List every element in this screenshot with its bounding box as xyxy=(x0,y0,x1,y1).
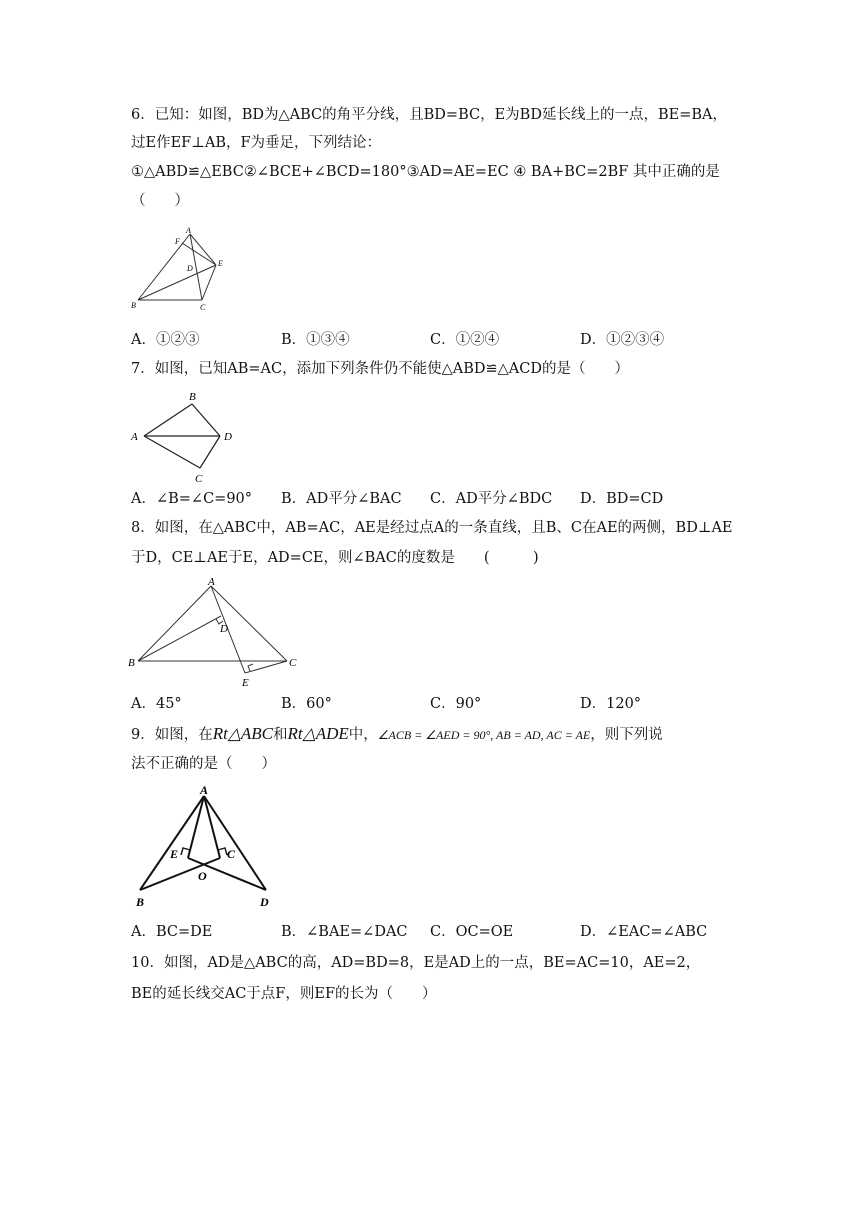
q9-label-B: B xyxy=(136,895,145,909)
q7-label-D: D xyxy=(224,431,232,443)
q9-text-intro: 9．如图，在 xyxy=(131,727,213,743)
q8-label-E: E xyxy=(242,677,249,688)
q8-option-a[interactable]: A．45° xyxy=(131,696,182,712)
q9-option-c[interactable]: C．OC=OE xyxy=(430,924,514,940)
q8-label-B: B xyxy=(128,657,135,669)
q9-option-a[interactable]: A．BC=DE xyxy=(131,924,213,940)
q6-option-d[interactable]: D．①②③④ xyxy=(580,332,665,348)
q8-label-A: A xyxy=(208,576,215,588)
q8-option-c[interactable]: C．90° xyxy=(430,696,482,712)
q6-label-A: A xyxy=(186,226,191,235)
q7-text-line1: 7．如图，已知AB=AC，添加下列条件仍不能使△ABD≌△ACD的是（ ） xyxy=(131,361,629,377)
q6-text-line4: （ ） xyxy=(131,193,189,209)
q9-text-tail: ，则下列说 xyxy=(590,727,663,743)
q9-text-line2: 法不正确的是（ ） xyxy=(131,756,276,772)
q8-text-line2: 于D，CE⊥AE于E，AD=CE，则∠BAC的度数是 ( ) xyxy=(131,550,539,566)
q6-text-line3: ①△ABD≌△EBC②∠BCE+∠BCD=180°③AD=AE=EC ④ BA+BC=2BF 其中正确的是 xyxy=(131,164,720,180)
q8-label-C: C xyxy=(289,657,297,669)
q7-option-a[interactable]: A．∠B=∠C=90° xyxy=(131,491,253,507)
q6-label-B: B xyxy=(131,301,136,310)
q10-text-line2: BE的延长线交AC于点F，则EF的长为（ ） xyxy=(131,986,437,1002)
q9-option-b[interactable]: B．∠BAE=∠DAC xyxy=(281,924,408,940)
q6-label-E: E xyxy=(218,259,223,268)
q6-figure xyxy=(128,224,238,316)
q8-label-D: D xyxy=(220,623,228,635)
q7-option-b[interactable]: B．AD平分∠BAC xyxy=(281,491,402,507)
q9-figure xyxy=(128,782,278,910)
q6-label-D: D xyxy=(187,264,193,273)
q8-figure xyxy=(124,576,304,688)
q9-label-E: E xyxy=(170,847,179,861)
q7-label-B: B xyxy=(189,391,196,403)
q9-text-and: 和 xyxy=(273,727,288,743)
q9-conditions: ∠ACB = ∠AED = 90°, AB = AD, AC = AE xyxy=(377,728,591,742)
q8-text-line1: 8．如图，在△ABC中，AB=AC，AE是经过点A的一条直线，且B、C在AE的两侧，BD⊥AE xyxy=(131,520,733,536)
q6-option-b[interactable]: B．①③④ xyxy=(281,332,350,348)
q7-label-C: C xyxy=(195,473,203,485)
q9-label-O: O xyxy=(198,869,207,883)
q9-label-C: C xyxy=(227,847,236,861)
q9-text-line1 xyxy=(131,724,663,745)
q7-label-A: A xyxy=(131,431,138,443)
q10-text-line1: 10．如图，AD是△ABC的高，AD=BD=8，E是AD上的一点，BE=AC=10，AE=2， xyxy=(131,955,701,971)
q6-text-line2: 过E作EF⊥AB，F为垂足，下列结论： xyxy=(131,135,382,151)
q7-option-d[interactable]: D．BD=CD xyxy=(580,491,664,507)
q9-rt-abc: Rt△ABC xyxy=(212,724,274,743)
q7-figure xyxy=(128,388,240,486)
q9-option-d[interactable]: D．∠EAC=∠ABC xyxy=(580,924,708,940)
q7-option-c[interactable]: C．AD平分∠BDC xyxy=(430,491,553,507)
q8-option-d[interactable]: D．120° xyxy=(580,696,642,712)
q9-label-A: A xyxy=(200,783,209,797)
q6-option-c[interactable]: C．①②④ xyxy=(430,332,500,348)
q9-label-D: D xyxy=(260,895,269,909)
q9-rt-ade: Rt△ADE xyxy=(287,724,349,743)
q8-option-b[interactable]: B．60° xyxy=(281,696,332,712)
q6-text-line1: 6．已知：如图，BD为△ABC的角平分线，且BD=BC，E为BD延长线上的一点，BE=BA， xyxy=(131,107,727,123)
q6-option-a[interactable]: A．①②③ xyxy=(131,332,200,348)
q6-label-F: F xyxy=(175,237,180,246)
q6-label-C: C xyxy=(200,303,206,312)
q9-text-in: 中， xyxy=(348,727,378,743)
